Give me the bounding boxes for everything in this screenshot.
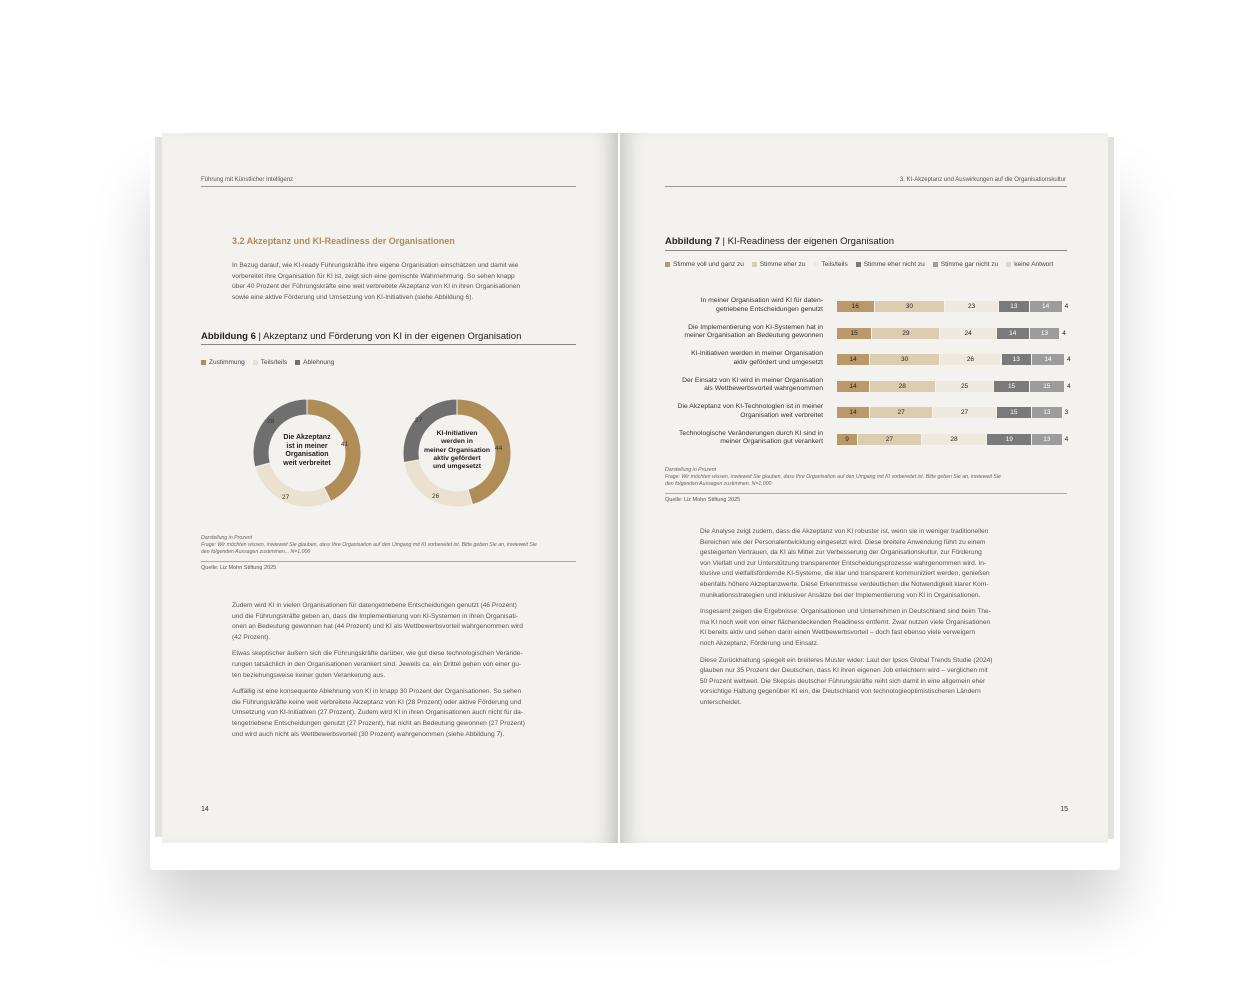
paragraph bbox=[700, 656, 1050, 709]
text-line: ma KI noch weit von einer flächendeckenden Readiness entfernt. Zwar nutzen viele Organisationen bbox=[700, 618, 991, 626]
page-number: 15 bbox=[1060, 806, 1068, 813]
figure-legend bbox=[201, 359, 334, 366]
figure-note bbox=[665, 467, 1070, 488]
bar-value-keine-antwort: 4 bbox=[1064, 303, 1069, 310]
header-rule bbox=[201, 186, 576, 187]
donut-slice-teils bbox=[255, 463, 331, 507]
figure-rule bbox=[665, 250, 1067, 251]
running-header: Führung mit Künstlicher Intelligenz bbox=[201, 177, 294, 183]
bar-segment-eher-nicht: 19 bbox=[987, 434, 1031, 445]
donut-value-zustimmung: 41 bbox=[341, 441, 349, 448]
bar-segment-voll: 14 bbox=[837, 381, 869, 392]
legend-label: keine Antwort bbox=[1014, 261, 1054, 268]
bar-segment-gar-nicht: 14 bbox=[1030, 301, 1062, 312]
donut-value-ablehnung: 28 bbox=[267, 418, 275, 425]
text-line: noch Akzeptanz, Förderung und Einsatz. bbox=[700, 639, 819, 647]
bar-segment-voll: 14 bbox=[837, 354, 869, 365]
donut-value-zustimmung: 44 bbox=[495, 445, 503, 452]
category-label-line: meiner Organisation an Bedeutung gewonnen bbox=[684, 332, 823, 339]
bar-segment-eher-nicht: 13 bbox=[999, 301, 1029, 312]
figure-rule bbox=[201, 344, 576, 345]
text-line: vorbereitet ihre Organisation für KI ist, zeigt sich eine gemischte Wahrnehmung. So sehen knapp bbox=[232, 272, 515, 280]
text-line: In Bezug darauf, wie KI-ready Führungskräfte ihre eigene Organisation einschätzen und damit wie bbox=[232, 262, 519, 269]
text-line: sowie eine aktive Förderung und Umsetzung von KI-Initiativen (siehe Abbildung 6). bbox=[232, 293, 474, 301]
bar-track bbox=[837, 354, 1071, 365]
bar-segment-gar-nicht: 14 bbox=[1032, 354, 1064, 365]
legend-label: Stimme gar nicht zu bbox=[940, 261, 999, 268]
paragraph bbox=[700, 607, 1050, 649]
bar-segment-teils: 23 bbox=[945, 301, 998, 312]
category-label-line: aktiv gefördert und umgesetzt bbox=[733, 358, 823, 366]
bar-segment-voll: 16 bbox=[837, 301, 874, 312]
bar-segment-teils: 26 bbox=[940, 354, 1000, 365]
legend-label: Stimme voll und ganz zu bbox=[673, 261, 744, 268]
text-line: gesteigerten Vertrauen, da KI als Mittel zur Verbesserung der Organisationskultur, zur Förderung bbox=[700, 549, 982, 557]
figure-caption: | Akzeptanz und Förderung von KI in der eigenen Organisation bbox=[255, 331, 522, 342]
category-label-line: meiner Organisation gut verankert bbox=[720, 438, 823, 445]
legend-item bbox=[253, 359, 287, 366]
figure-source: Quelle: Liz Mohn Stiftung 2025 bbox=[201, 565, 277, 571]
bar-segment-gar-nicht: 13 bbox=[1032, 407, 1062, 418]
donut-value-teils: 27 bbox=[282, 494, 290, 501]
text-line: Umsetzung von KI-Initiativen (27 Prozent). Zudem wird KI in ihren Organisationen auch nicht für da- bbox=[232, 709, 523, 717]
legend-swatch bbox=[813, 262, 818, 267]
text-line: ten beziehungsweise keiner guten Verankerung aus. bbox=[232, 671, 386, 679]
donut-value-ablehnung: 27 bbox=[415, 417, 423, 424]
center-line: meiner Organisation bbox=[423, 446, 491, 454]
note-line: Darstellung in Prozent bbox=[665, 467, 717, 473]
text-line: tengetriebene Entscheidungen genutzt (27 Prozent), hat nicht an Bedeutung gewonnen (27 Prozent) bbox=[232, 719, 525, 727]
bar-value-keine-antwort: 3 bbox=[1064, 409, 1069, 416]
bar-row bbox=[665, 322, 1105, 349]
text-line: unterscheidet. bbox=[700, 698, 742, 706]
center-line: aktiv gefördert bbox=[433, 454, 481, 462]
legend-item bbox=[295, 359, 334, 366]
bar-segment-eher-nicht: 14 bbox=[997, 328, 1029, 339]
text-line: Auffällig ist eine konsequente Ablehnung von KI in knapp 30 Prozent der Organisationen. So sehen bbox=[232, 688, 522, 696]
figure-caption: | KI-Readiness der eigenen Organisation bbox=[719, 236, 894, 247]
category-label-line: als Wettbewerbsvorteil wahrgenommen bbox=[704, 385, 823, 392]
figure-legend bbox=[665, 261, 1065, 268]
category-label-line: Die Akzeptanz von KI-Technologien ist in meiner bbox=[677, 403, 823, 410]
bar-segment-gar-nicht: 15 bbox=[1030, 381, 1064, 392]
note-line: Frage: Wir möchten wissen, inwieweit Sie glauben, dass Ihre Organisation auf den Umgang mit KI vorbereitet ist. Bitte geben Sie an, inwieweit Sie bbox=[665, 474, 1001, 480]
center-line: Organisation bbox=[285, 451, 329, 458]
text-line: KI bereits aktiv und sehen darin einen Wettbewerbsvorteil – doch fast ebenso viele verweigern bbox=[700, 629, 976, 637]
legend-label: Stimme eher nicht zu bbox=[863, 261, 925, 268]
donut-chart-initiatives bbox=[402, 391, 512, 519]
center-line: ist in meiner bbox=[286, 442, 328, 450]
center-line: KI-Initiativen bbox=[436, 430, 478, 437]
bar-segment-gar-nicht: 13 bbox=[1030, 328, 1060, 339]
section-title: 3.2 Akzeptanz und KI-Readiness der Organisationen bbox=[232, 236, 455, 246]
text-line: die Führungskräfte keine weit verbreitete Akzeptanz von KI (28 Prozent) oder aktive Förderung und bbox=[232, 698, 522, 706]
figure-number: Abbildung 6 bbox=[201, 331, 256, 342]
legend-item bbox=[813, 261, 847, 268]
bar-row bbox=[665, 348, 1105, 375]
bar-segment-eher: 30 bbox=[870, 354, 940, 365]
bar-row bbox=[665, 428, 1105, 455]
figure-number: Abbildung 7 bbox=[665, 236, 720, 247]
legend-item bbox=[933, 261, 998, 268]
paragraph bbox=[232, 649, 577, 681]
bar-track bbox=[837, 381, 1071, 392]
text-line: Zudem wird KI in vielen Organisationen für datengetriebene Entscheidungen genutzt (46 Prozent) bbox=[232, 602, 517, 609]
text-line: (42 Prozent). bbox=[232, 633, 271, 641]
text-line: 50 Prozent weltweit. Die Skepsis deutscher Führungskräfte reiht sich damit in eine allgemein eher bbox=[700, 677, 986, 685]
text-line: onen an Bedeutung gewonnen hat (44 Prozent) und KI als Wettbewerbsvorteil wahrgenommen wird bbox=[232, 623, 523, 631]
legend-swatch bbox=[201, 360, 206, 365]
legend-label: Teils/teils bbox=[260, 359, 288, 366]
category-label-line: Organisation weit verbreitet bbox=[740, 411, 823, 419]
category-label-line: In meiner Organisation wird KI für daten- bbox=[700, 297, 823, 304]
category-label-line: Technologische Veränderungen durch KI sind in bbox=[679, 429, 823, 437]
bar-segment-eher: 27 bbox=[858, 434, 920, 445]
legend-item bbox=[856, 261, 925, 268]
text-line: ebenfalls höhere Akzeptanzwerte. Diese Erkenntnisse verdeutlichen die Notwendigkeit klarer Kom- bbox=[700, 580, 989, 588]
bar-track bbox=[837, 301, 1068, 312]
legend-swatch bbox=[253, 360, 258, 365]
bar-category-label bbox=[643, 297, 823, 314]
text-line: klusive und vielfaltsfördernde KI-Systeme, die klar und transparent kommuniziert werden, genießen bbox=[700, 570, 990, 578]
text-line: glauben nur 35 Prozent der Deutschen, dass KI ihren eigenen Job erleichtern wird – verglichen mit bbox=[700, 667, 988, 675]
donut-value-teils: 26 bbox=[432, 493, 440, 500]
bar-category-label bbox=[643, 324, 823, 341]
bar-category-label bbox=[643, 430, 823, 447]
body-text bbox=[700, 527, 1050, 709]
figure-note bbox=[201, 535, 571, 556]
bar-segment-eher: 28 bbox=[870, 381, 935, 392]
note-line: Darstellung in Prozent bbox=[201, 535, 253, 541]
legend-label: Zustimmung bbox=[209, 359, 245, 366]
legend-swatch bbox=[933, 262, 938, 267]
bar-category-label bbox=[643, 350, 823, 367]
left-page bbox=[162, 133, 618, 843]
legend-swatch bbox=[665, 262, 670, 267]
bar-segment-voll: 14 bbox=[837, 407, 869, 418]
text-line: und wird auch nicht als Wettbewerbsvorteil (30 Prozent) wahrgenommen (siehe Abbildung 7). bbox=[232, 730, 505, 738]
bar-segment-eher: 27 bbox=[870, 407, 932, 418]
bar-track bbox=[837, 434, 1068, 445]
bar-value-keine-antwort: 4 bbox=[1066, 356, 1071, 363]
bar-value-keine-antwort: 4 bbox=[1066, 382, 1071, 390]
text-line: vorsichtige Haltung gegenüber KI ein, die Deutschland von technologieoptimistischeren Ländern bbox=[700, 688, 981, 696]
note-rule bbox=[665, 493, 1067, 494]
legend-swatch bbox=[856, 262, 861, 267]
bar-track bbox=[837, 407, 1068, 418]
bar-segment-teils: 25 bbox=[936, 381, 994, 392]
legend-item bbox=[752, 261, 806, 268]
text-line: rungen tatsächlich in den Organisationen verankert sind. Jeweils ca. ein Drittel gehen von einer gu- bbox=[232, 660, 522, 668]
text-line: Die Analyse zeigt zudem, dass die Akzeptanz von KI robuster ist, wenn sie in weniger traditionellen bbox=[700, 528, 989, 535]
paragraph bbox=[700, 527, 1050, 601]
category-label-line: KI-Initiativen werden in meiner Organisation bbox=[691, 350, 823, 357]
legend-item bbox=[1006, 261, 1053, 268]
text-line: munikationsstrategien und inklusiver Ansätze bei der Implementierung von KI in Organisationen. bbox=[700, 591, 981, 599]
bar-category-label bbox=[643, 403, 823, 420]
bar-value-keine-antwort: 4 bbox=[1062, 329, 1066, 337]
text-line: und die Führungskräfte geben an, dass die Implementierung von KI-Systemen in ihren Organisati- bbox=[232, 612, 518, 620]
bar-segment-teils: 24 bbox=[940, 328, 995, 339]
legend-item bbox=[665, 261, 744, 268]
paragraph bbox=[232, 601, 577, 643]
bar-category-label bbox=[643, 377, 823, 394]
text-line: Etwas skeptischer äußern sich die Führungskräfte darüber, wie gut diese technologischen Verände- bbox=[232, 650, 523, 658]
bar-segment-gar-nicht: 13 bbox=[1032, 434, 1062, 445]
figure-source: Quelle: Liz Mohn Stiftung 2025 bbox=[665, 497, 741, 503]
figure-title bbox=[201, 331, 521, 342]
header-rule bbox=[665, 186, 1067, 187]
center-line: werden in bbox=[441, 438, 473, 446]
center-line: Die Akzeptanz bbox=[283, 434, 331, 441]
body-text bbox=[232, 601, 577, 740]
note-line: den folgenden Aussagen zustimmen... N=1.000 bbox=[201, 549, 311, 555]
paragraph bbox=[232, 687, 577, 740]
legend-label: Stimme eher zu bbox=[759, 261, 806, 268]
bar-segment-teils: 28 bbox=[922, 434, 987, 445]
text-line: Bereichen wie der Personalentwicklung eingesetzt wird. Diese breitere Anwendung führt zu einem bbox=[700, 538, 986, 546]
legend-item bbox=[201, 359, 245, 366]
bar-segment-teils: 27 bbox=[933, 407, 995, 418]
center-line: weit verbreitet bbox=[283, 459, 331, 467]
bar-segment-eher-nicht: 15 bbox=[994, 381, 1028, 392]
bar-track bbox=[837, 328, 1068, 339]
category-label-line: Der Einsatz von KI wird in meiner Organisation bbox=[682, 376, 823, 384]
category-label-line: Die Implementierung von KI-Systemen hat in bbox=[688, 323, 823, 331]
legend-label: Ablehnung bbox=[303, 359, 335, 366]
center-line: und umgesetzt bbox=[433, 463, 481, 471]
bar-value-keine-antwort: 4 bbox=[1064, 435, 1069, 443]
donut-center-label bbox=[414, 430, 503, 471]
bar-segment-voll: 15 bbox=[837, 328, 871, 339]
running-header: 3. KI-Akzeptanz und Auswirkungen auf die Organisationskultur bbox=[899, 177, 1066, 183]
bar-segment-eher: 29 bbox=[872, 328, 939, 339]
text-line: Insgesamt zeigen die Ergebnisse: Organisationen und Unternehmen in Deutschland sind beim The- bbox=[700, 608, 991, 616]
donut-chart-acceptance bbox=[252, 391, 362, 519]
bar-segment-eher: 30 bbox=[875, 301, 945, 312]
bar-row bbox=[665, 401, 1105, 428]
bar-segment-eher-nicht: 13 bbox=[1002, 354, 1032, 365]
bar-row bbox=[665, 375, 1105, 402]
text-line: von Vielfalt und zur Unterstützung transparenter Entscheidungsprozesse wahrgenommen wird. In- bbox=[700, 559, 987, 567]
note-rule bbox=[201, 561, 576, 562]
text-line: Diese Zurückhaltung spiegelt ein breiteres Muster wider: Laut der Ipsos Global Trends Studie (2024) bbox=[700, 656, 993, 664]
intro-paragraph bbox=[232, 261, 572, 303]
donut-center-label bbox=[272, 434, 342, 468]
note-line: den folgenden Aussagen zustimmen. N=1.000 bbox=[665, 481, 772, 487]
text-line: über 40 Prozent der Führungskräfte eine weit verbreitete Akzeptanz von KI in ihren Organisationen bbox=[232, 283, 521, 291]
page-number: 14 bbox=[201, 806, 209, 813]
legend-swatch bbox=[752, 262, 757, 267]
bar-segment-voll: 9 bbox=[837, 434, 857, 445]
category-label-line: getriebene Entscheidungen genutzt bbox=[716, 305, 823, 313]
bar-row bbox=[665, 295, 1105, 322]
right-page bbox=[620, 133, 1108, 843]
stacked-bar-chart bbox=[665, 295, 1105, 460]
legend-label: Teils/teils bbox=[821, 261, 848, 268]
figure-title bbox=[665, 236, 894, 247]
legend-swatch bbox=[1006, 262, 1011, 267]
bar-segment-eher-nicht: 15 bbox=[997, 407, 1031, 418]
legend-swatch bbox=[295, 360, 300, 365]
note-line: Frage: Wir möchten wissen, inwieweit Sie glauben, dass Ihre Organisation auf den Umgang mit KI vorbereitet ist. Bitte geben Sie an, inwieweit Sie bbox=[201, 542, 537, 548]
